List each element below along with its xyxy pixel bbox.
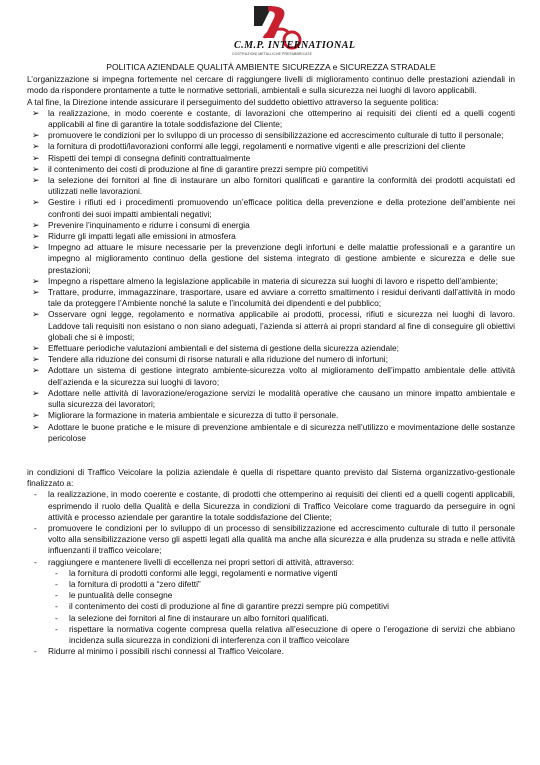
arrow-bullet-icon: ➢ bbox=[32, 163, 40, 174]
policy-document bbox=[27, 62, 515, 657]
list-item: - la selezione dei fornitori al fine di instaurare un albo fornitori qualificati. bbox=[55, 612, 329, 623]
dash-bullet: - bbox=[34, 646, 37, 657]
list-item: ➢ Adottare le buone pratiche e le misure di prevenzione ambientale e di sicurezza nell’utilizzo e movimentazione delle sostanze pericolose bbox=[32, 421, 515, 443]
arrow-bullet-icon: ➢ bbox=[32, 175, 40, 186]
page-title: POLITICA AZIENDALE QUALITÀ AMBIENTE SICUREZZA e SICUREZZA STRADALE bbox=[106, 62, 436, 72]
policy-list bbox=[27, 108, 515, 444]
lead-paragraph: A tal fine, la Direzione intende assicurare il perseguimento del suddetto obiettivo attraverso la seguente politica: bbox=[27, 96, 439, 107]
list-item: - il contenimento dei costi di produzione al fine di garantire prezzi sempre più competitivi bbox=[55, 601, 390, 612]
list-item: ➢ la fornitura di prodotti/lavorazioni conformi alle leggi, regolamenti e normative vigenti e alle prescrizioni del cliente bbox=[32, 141, 466, 152]
dash-bullet: - bbox=[55, 601, 58, 612]
list-item: ➢ Osservare ogni legge, regolamento e normativa applicabile ai prodotti, processi, rifiuti e sicurezza nei luoghi di lavoro. Laddove tali requisiti non esistano o non siano adeguati, l’azienda si atterrà ai propri standard al fine di conseguire gli obiettivi globali che si è imposti; bbox=[32, 309, 515, 342]
arrow-bullet-icon: ➢ bbox=[32, 387, 40, 398]
arrow-bullet-icon: ➢ bbox=[32, 219, 40, 230]
traffic-sublist bbox=[48, 568, 515, 646]
arrow-bullet-icon: ➢ bbox=[32, 287, 40, 298]
list-item: - Ridurre al minimo i possibili rischi connessi al Traffico Veicolare. bbox=[34, 646, 284, 657]
arrow-bullet-icon: ➢ bbox=[32, 130, 40, 141]
arrow-bullet-icon: ➢ bbox=[32, 410, 40, 421]
dash-bullet: - bbox=[55, 578, 58, 589]
list-item: ➢ Gestire i rifiuti ed i procedimenti promuovendo un’efficace politica della prevenzione e della protezione dell’ambiente nei confronti dei suoi impatti ambientali negativi; bbox=[32, 197, 515, 219]
arrow-bullet-icon: ➢ bbox=[32, 242, 40, 253]
list-item: - le puntualità delle consegne bbox=[55, 590, 173, 601]
arrow-bullet-icon: ➢ bbox=[32, 365, 40, 376]
arrow-bullet-icon: ➢ bbox=[32, 421, 40, 432]
dash-bullet: - bbox=[34, 522, 37, 533]
traffic-intro-paragraph: in condizioni di Traffico Veicolare la polizia aziendale è quella di rispettare quanto previsto dal Sistema organizzativo-gestionale finalizzato a: bbox=[27, 466, 515, 489]
list-item: ➢ il contenimento dei costi di produzione al fine di garantire prezzi sempre più competitivi bbox=[32, 163, 369, 174]
list-item: - la fornitura di prodotti a “zero difetti” bbox=[55, 578, 201, 589]
list-item: ➢ Prevenire l’inquinamento e ridurre i consumi di energia bbox=[32, 219, 250, 230]
dash-bullet: - bbox=[55, 623, 58, 634]
dash-bullet: - bbox=[34, 556, 37, 567]
list-item: ➢ promuovere le condizioni per lo sviluppo di un processo di sensibilizzazione ed accrescimento culturale di tutto il personale; bbox=[32, 130, 504, 141]
list-item: - la fornitura di prodotti conformi alle leggi, regolamenti e normative vigenti bbox=[55, 567, 338, 578]
list-item: ➢ Ridurre gli impatti legati alle emissioni in atmosfera bbox=[32, 231, 236, 242]
dash-bullet: - bbox=[55, 612, 58, 623]
arrow-bullet-icon: ➢ bbox=[32, 141, 40, 152]
list-item: - raggiungere e mantenere livelli di eccellenza nei propri settori di attività, attraverso: - la fornitura di prodotti conformi alle leggi, regolamenti e normative vigenti - la fornitura di prodotti a “zero difetti” - le puntualità delle consegne - il contenimento dei costi di produzione al fine di garantire prezzi sempre più competitivi - la selezione dei fornitori al fine di instaurare un albo fornitori qualificati. - rispettare la normativa cogente compresa quella relativa all’esecuzione di opere o l’erogazione di servizi che abbiano incidenza sulla sicurezza in condizioni di interferenza con il traffico veicolare bbox=[34, 556, 515, 645]
list-item: ➢ la realizzazione, in modo coerente e costante, di lavorazioni che ottemperino ai requisiti dei clienti ed a quelli cogenti applicabili al fine di garantire la totale soddisfazione del Cliente; bbox=[32, 107, 515, 130]
list-item: ➢ la selezione dei fornitori al fine di instaurare un albo fornitori qualificati e garantire la conformità dei prodotti acquistati ed utilizzati nelle lavorazioni. bbox=[32, 175, 515, 197]
arrow-bullet-icon: ➢ bbox=[32, 343, 40, 354]
list-item: ➢ Tendere alla riduzione dei consumi di risorse naturali e alla riduzione del numero di infortuni; bbox=[32, 354, 388, 365]
arrow-bullet-icon: ➢ bbox=[32, 197, 40, 208]
list-item: - rispettare la normativa cogente compresa quella relativa all’esecuzione di opere o l’erogazione di servizi che abbiano incidenza sulla sicurezza in condizioni di interferenza con il traffico veicolare bbox=[55, 623, 515, 645]
list-item: ➢ Rispetti dei tempi di consegna definiti contrattualmente bbox=[32, 152, 251, 163]
list-item: ➢ Impegno ad attuare le misure necessarie per la prevenzione degli infortuni e delle malattie professionali e a garantire un impegno al miglioramento continuo della gestione del sistema integrato di gestione ambiente e sicurezza e delle sue prestazioni; bbox=[32, 242, 515, 275]
arrow-bullet-icon: ➢ bbox=[32, 152, 40, 163]
traffic-list bbox=[27, 489, 515, 657]
list-item: ➢ Adottare un sistema di gestione integrato ambiente-sicurezza volto al miglioramento dell’impatto ambientale delle attività dell’azienda e la sicurezza sui luoghi di lavoro; bbox=[32, 365, 515, 387]
arrow-bullet-icon: ➢ bbox=[32, 231, 40, 242]
list-item: ➢ Trattare, produrre, immagazzinare, trasportare, usare ed avviare a corretto smaltimento i residui derivanti dall’attività in modo tale da proteggere l’Ambiente nonché la salute e l’incolumità dei dipendenti e del pubblico; bbox=[32, 287, 515, 309]
dash-bullet: - bbox=[34, 489, 37, 500]
arrow-bullet-icon: ➢ bbox=[32, 275, 40, 286]
list-item: - la realizzazione, in modo coerente e costante, di prodotti che ottemperino ai requisiti dei clienti ed a quelli cogenti applicabili, esprimendo il ruolo della Qualità e della Sicurezza in condizioni di Traffico Veicolare come traguardo da perseguire in ogni attività e processo aziendale per garantire la totale soddisfazione del Cliente; bbox=[34, 489, 515, 522]
list-item: - promuovere le condizioni per lo sviluppo di un processo di sensibilizzazione ed accrescimento culturale di tutto il personale volto alla sensibilizzazione verso gli aspetti legati alla qualità ma anche alla sicurezza e alla prudenza su strada e nelle attività influenzanti il traffico veicolare; bbox=[34, 522, 515, 556]
arrow-bullet-icon: ➢ bbox=[32, 309, 40, 320]
arrow-bullet-icon: ➢ bbox=[32, 107, 40, 118]
list-item: ➢ Adottare nelle attività di lavorazione/erogazione servizi le modalità operative che causano un minore impatto ambientale e sulla sicurezza dei lavoratori; bbox=[32, 387, 515, 410]
dash-bullet: - bbox=[55, 590, 58, 601]
list-item: ➢ Effettuare periodiche valutazioni ambientali e del sistema di gestione della sicurezza aziendale; bbox=[32, 343, 399, 354]
list-item: ➢ Migliorare la formazione in materia ambientale e sicurezza di tutto il personale. bbox=[32, 410, 339, 421]
dash-bullet: - bbox=[55, 567, 58, 578]
arrow-bullet-icon: ➢ bbox=[32, 354, 40, 365]
intro-paragraph: L’organizzazione si impegna fortemente nel cercare di raggiungere livelli di miglioramento continuo delle prestazioni aziendali in modo da rispondere prontamente a tutte le normative settoriali, ambientali e sulla sicurezza nei luoghi di lavoro applicabili. bbox=[27, 74, 515, 96]
logo-brand: C.M.P. INTERNATIONAL bbox=[234, 40, 356, 51]
logo-tagline: COSTRUZIONI METALLICHE PREFABBRICATE bbox=[232, 52, 313, 56]
list-item: ➢ Impegno a rispettare almeno la legislazione applicabile in materia di sicurezza sui luoghi di lavoro e rispetto dell’ambiente; bbox=[32, 275, 498, 286]
